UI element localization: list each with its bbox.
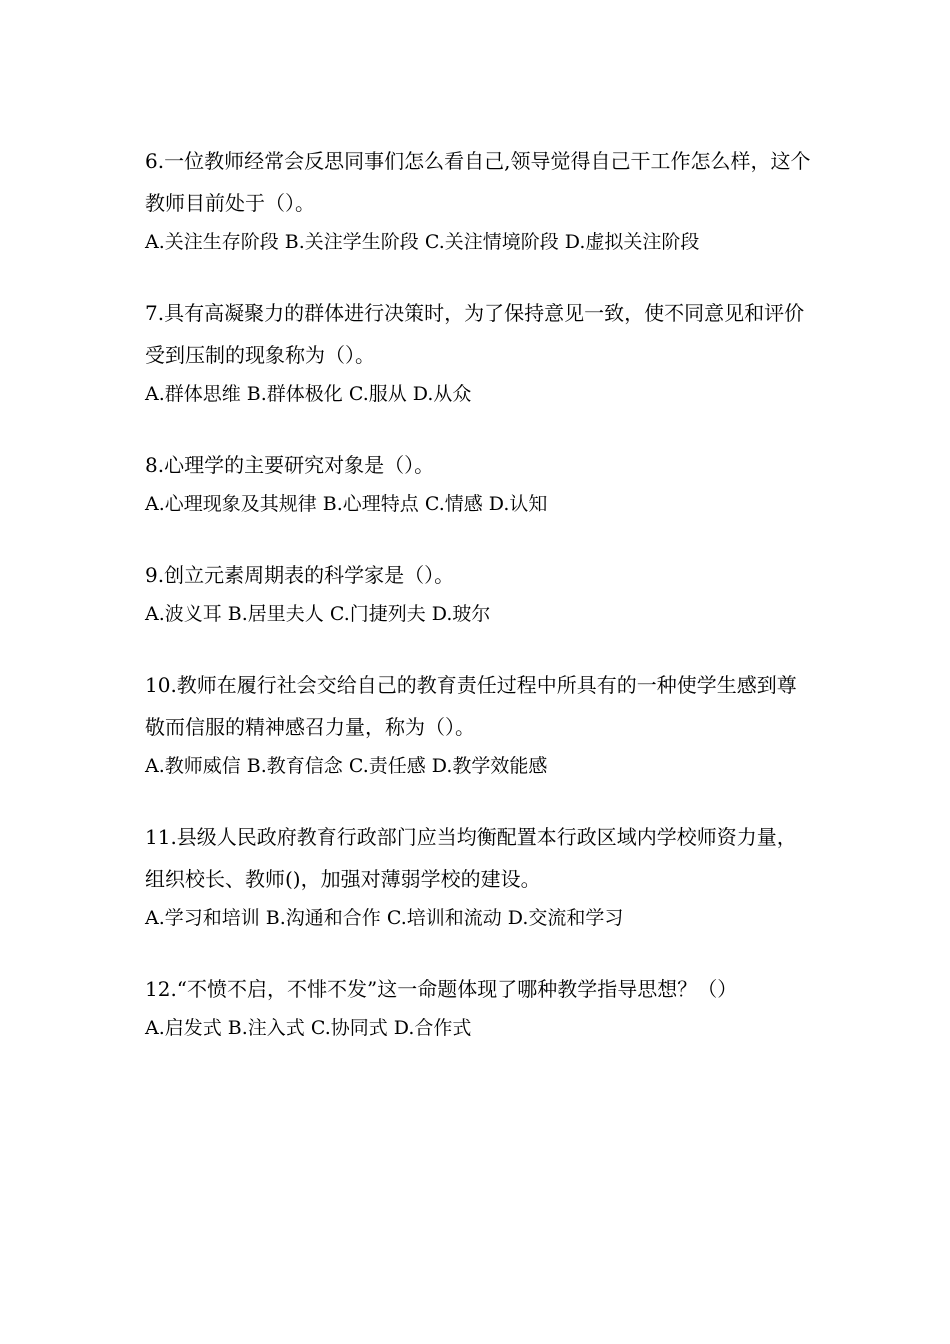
question-stem: 6.一位教师经常会反思同事们怎么看自己,领导觉得自己干工作怎么样，这个教师目前处于（）。	[145, 149, 811, 215]
question-stem: 7.具有高凝聚力的群体进行决策时，为了保持意见一致，使不同意见和评价受到压制的现象称为（）。	[145, 301, 805, 367]
question-options: A.启发式 B.注入式 C.协同式 D.合作式	[145, 1017, 472, 1039]
question-stem: 11.县级人民政府教育行政部门应当均衡配置本行政区域内学校师资力量，组织校长、教师()，加强对薄弱学校的建设。	[145, 825, 797, 891]
question-options: A.学习和培训 B.沟通和合作 C.培训和流动 D.交流和学习	[145, 907, 624, 929]
question-stem: 12.“不愤不启，不悱不发”这一命题体现了哪种教学指导思想？（）	[145, 977, 738, 1001]
question-options: A.心理现象及其规律 B.心理特点 C.情感 D.认知	[145, 493, 548, 515]
question-options: A.波义耳 B.居里夫人 C.门捷列夫 D.玻尔	[145, 603, 491, 625]
question-10	[145, 664, 815, 784]
question-11	[145, 816, 815, 936]
document-page	[145, 140, 815, 1078]
question-7	[145, 292, 815, 412]
question-options: A.关注生存阶段 B.关注学生阶段 C.关注情境阶段 D.虚拟关注阶段	[145, 231, 700, 253]
question-8	[145, 444, 815, 522]
question-9	[145, 554, 815, 632]
question-12	[145, 968, 815, 1046]
question-6	[145, 140, 815, 260]
question-options: A.教师威信 B.教育信念 C.责任感 D.教学效能感	[145, 755, 548, 777]
question-stem: 9.创立元素周期表的科学家是（）。	[145, 563, 455, 587]
question-stem: 8.心理学的主要研究对象是（）。	[145, 453, 435, 477]
question-stem: 10.教师在履行社会交给自己的教育责任过程中所具有的一种使学生感到尊敬而信服的精神感召力量，称为（）。	[145, 673, 797, 739]
question-options: A.群体思维 B.群体极化 C.服从 D.从众	[145, 383, 472, 405]
